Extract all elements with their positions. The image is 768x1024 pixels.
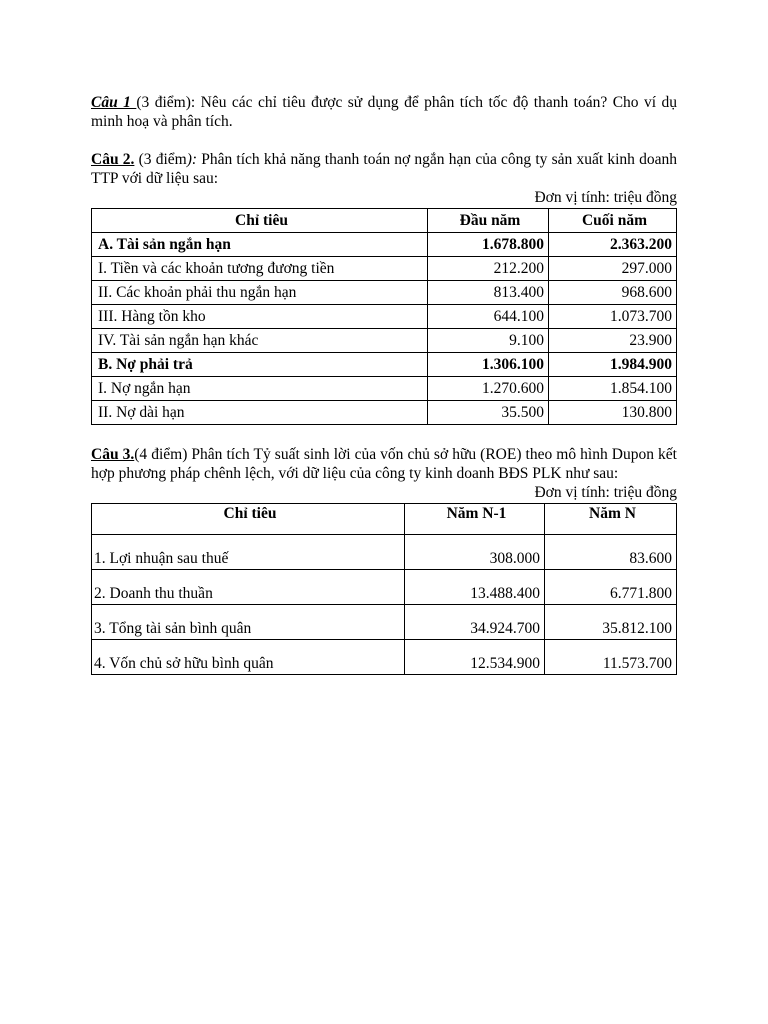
roe-table <box>91 503 677 675</box>
value-cell: 644.100 <box>428 305 549 329</box>
question-3-unit: Đơn vị tính: triệu đồng <box>534 484 677 501</box>
table-row <box>92 281 677 305</box>
value-cell: 1.854.100 <box>549 377 677 401</box>
row-label-cell: B. Nợ phải trả <box>92 353 428 377</box>
question-3 <box>91 445 677 483</box>
question-2-italic: ): <box>186 151 198 168</box>
row-label-cell: A. Tài sản ngắn hạn <box>92 233 428 257</box>
question-2-unit: Đơn vị tính: triệu đồng <box>534 189 677 206</box>
value-cell: 1.984.900 <box>549 353 677 377</box>
row-label-cell: 2. Doanh thu thuần <box>92 570 405 605</box>
value-cell: 12.534.900 <box>405 640 545 675</box>
question-1 <box>91 93 677 131</box>
row-label-cell: IV. Tài sản ngắn hạn khác <box>92 329 428 353</box>
question-2-text: Phân tích khả năng thanh toán nợ ngắn hạn của công ty sản xuất kinh doanh TTP với dữ liệu sau: <box>91 151 677 187</box>
column-header: Năm N <box>545 504 677 535</box>
roe-table-body <box>92 535 677 675</box>
value-cell: 968.600 <box>549 281 677 305</box>
question-2-label: Câu 2. <box>91 151 135 168</box>
value-cell: 34.924.700 <box>405 605 545 640</box>
row-label-cell: I. Tiền và các khoản tương đương tiền <box>92 257 428 281</box>
column-header: Đầu năm <box>428 209 549 233</box>
row-label-cell: II. Các khoản phải thu ngắn hạn <box>92 281 428 305</box>
liquidity-table <box>91 208 677 425</box>
table-row <box>92 640 677 675</box>
table-row <box>92 377 677 401</box>
table-row <box>92 353 677 377</box>
table-header-row <box>92 209 677 233</box>
question-1-label: Câu 1 <box>91 94 137 111</box>
value-cell: 9.100 <box>428 329 549 353</box>
document-page <box>91 93 677 675</box>
table-row <box>92 605 677 640</box>
column-header: Cuối năm <box>549 209 677 233</box>
question-1-text: (3 điểm): Nêu các chỉ tiêu được sử dụng để phân tích tốc độ thanh toán? Cho ví dụ minh hoạ và phân tích. <box>91 94 677 130</box>
value-cell: 130.800 <box>549 401 677 425</box>
column-header: Năm N-1 <box>405 504 545 535</box>
value-cell: 83.600 <box>545 535 677 570</box>
table-row <box>92 570 677 605</box>
row-label-cell: I. Nợ ngắn hạn <box>92 377 428 401</box>
value-cell: 308.000 <box>405 535 545 570</box>
table-row <box>92 233 677 257</box>
table-row <box>92 329 677 353</box>
column-header: Chỉ tiêu <box>92 504 405 535</box>
value-cell: 35.812.100 <box>545 605 677 640</box>
value-cell: 1.678.800 <box>428 233 549 257</box>
column-header: Chỉ tiêu <box>92 209 428 233</box>
value-cell: 1.270.600 <box>428 377 549 401</box>
row-label-cell: 3. Tổng tài sản bình quân <box>92 605 405 640</box>
row-label-cell: 4. Vốn chủ sở hữu bình quân <box>92 640 405 675</box>
row-label-cell: II. Nợ dài hạn <box>92 401 428 425</box>
row-label-cell: 1. Lợi nhuận sau thuế <box>92 535 405 570</box>
value-cell: 297.000 <box>549 257 677 281</box>
value-cell: 6.771.800 <box>545 570 677 605</box>
table-header-row <box>92 504 677 535</box>
row-label-cell: III. Hàng tồn kho <box>92 305 428 329</box>
value-cell: 11.573.700 <box>545 640 677 675</box>
table-row <box>92 257 677 281</box>
value-cell: 13.488.400 <box>405 570 545 605</box>
question-2 <box>91 150 677 188</box>
question-3-label: Câu 3. <box>91 446 135 463</box>
table-row <box>92 305 677 329</box>
liquidity-table-body <box>92 233 677 425</box>
value-cell: 813.400 <box>428 281 549 305</box>
value-cell: 212.200 <box>428 257 549 281</box>
value-cell: 23.900 <box>549 329 677 353</box>
question-2-prefix: (3 điểm <box>134 151 187 168</box>
value-cell: 1.306.100 <box>428 353 549 377</box>
question-3-text: (4 điểm) Phân tích Tỷ suất sinh lời của vốn chủ sở hữu (ROE) theo mô hình Dupon kết hợp phương pháp chênh lệch, với dữ liệu của công ty kinh doanh BĐS PLK như sau: <box>91 446 677 482</box>
value-cell: 2.363.200 <box>549 233 677 257</box>
table-row <box>92 401 677 425</box>
value-cell: 35.500 <box>428 401 549 425</box>
table-row <box>92 535 677 570</box>
value-cell: 1.073.700 <box>549 305 677 329</box>
